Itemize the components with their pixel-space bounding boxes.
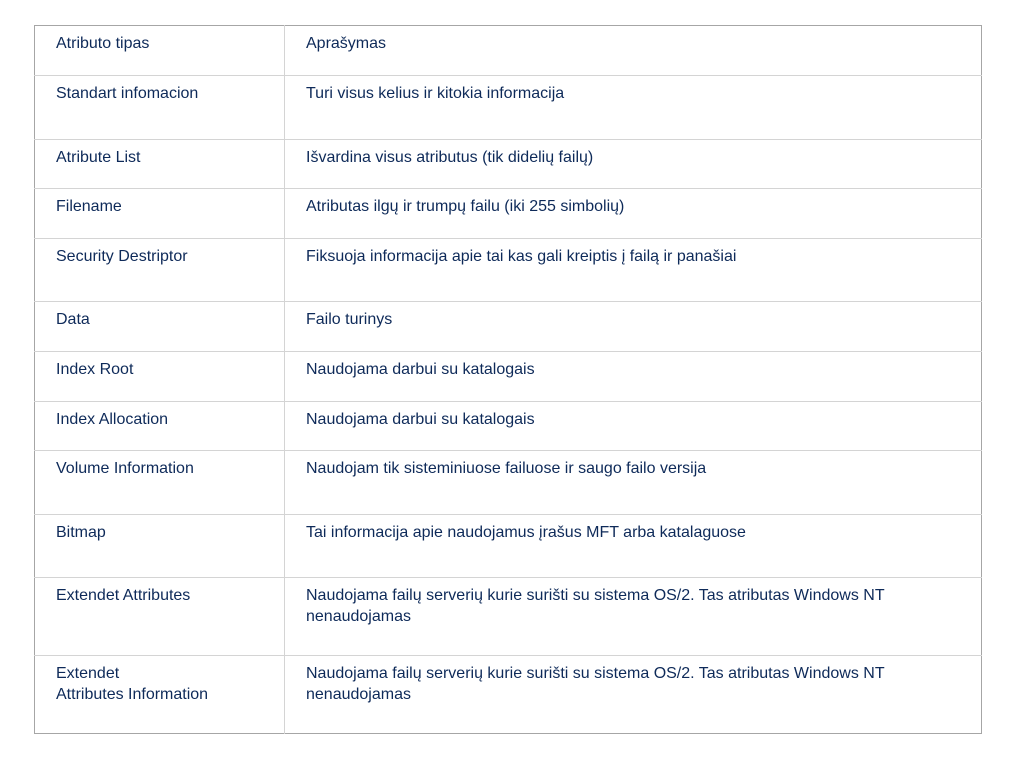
attributes-table: [34, 25, 982, 734]
attribute-description-cell: Naudojama failų serverių kurie surišti su sistema OS/2. Tas atributas Windows NT nenaudojamas: [285, 656, 982, 734]
attribute-type-cell: Volume Information: [35, 451, 285, 515]
attribute-description-cell: Fiksuoja informacija apie tai kas gali kreiptis į failą ir panašiai: [285, 239, 982, 302]
attribute-description-cell: Failo turinys: [285, 302, 982, 352]
table-row: [35, 578, 982, 656]
table-row: [35, 451, 982, 515]
table-row: [35, 656, 982, 734]
table-row: [35, 189, 982, 239]
attribute-description-cell: Atributas ilgų ir trumpų failu (iki 255 simbolių): [285, 189, 982, 239]
table-row: [35, 140, 982, 189]
attribute-type-cell: Index Allocation: [35, 402, 285, 451]
attribute-type-cell: Atribute List: [35, 140, 285, 189]
attribute-description-cell: Naudojam tik sisteminiuose failuose ir saugo failo versija: [285, 451, 982, 515]
table-row: [35, 515, 982, 578]
header-description: Aprašymas: [306, 35, 387, 52]
table-row: [35, 76, 982, 140]
attribute-description-cell: Turi visus kelius ir kitokia informacija: [285, 76, 982, 140]
attribute-description-cell: Naudojama darbui su katalogais: [285, 352, 982, 402]
attribute-type-cell: Bitmap: [35, 515, 285, 578]
table-row: [35, 239, 982, 302]
attribute-type-cell: Standart infomacion: [35, 76, 285, 140]
attribute-type-cell: Extendet Attributes: [35, 578, 285, 656]
attribute-type-cell: Security Destriptor: [35, 239, 285, 302]
attribute-type-cell: Filename: [35, 189, 285, 239]
attribute-description-cell: Išvardina visus atributus (tik didelių failų): [285, 140, 982, 189]
table-row: [35, 302, 982, 352]
attribute-description-cell: Naudojama darbui su katalogais: [285, 402, 982, 451]
attribute-type-cell: Index Root: [35, 352, 285, 402]
attribute-type-cell: Data: [35, 302, 285, 352]
header-attribute-type: Atributo tipas: [35, 26, 285, 76]
table-row: [35, 402, 982, 451]
attribute-description-cell: Naudojama failų serverių kurie surišti su sistema OS/2. Tas atributas Windows NT nenaudojamas: [285, 578, 982, 656]
table-row: [35, 352, 982, 402]
table-header-row: [35, 26, 982, 76]
attribute-description-cell: Tai informacija apie naudojamus įrašus MFT arba katalaguose: [285, 515, 982, 578]
attribute-type-cell: Extendet Attributes Information: [35, 656, 285, 734]
